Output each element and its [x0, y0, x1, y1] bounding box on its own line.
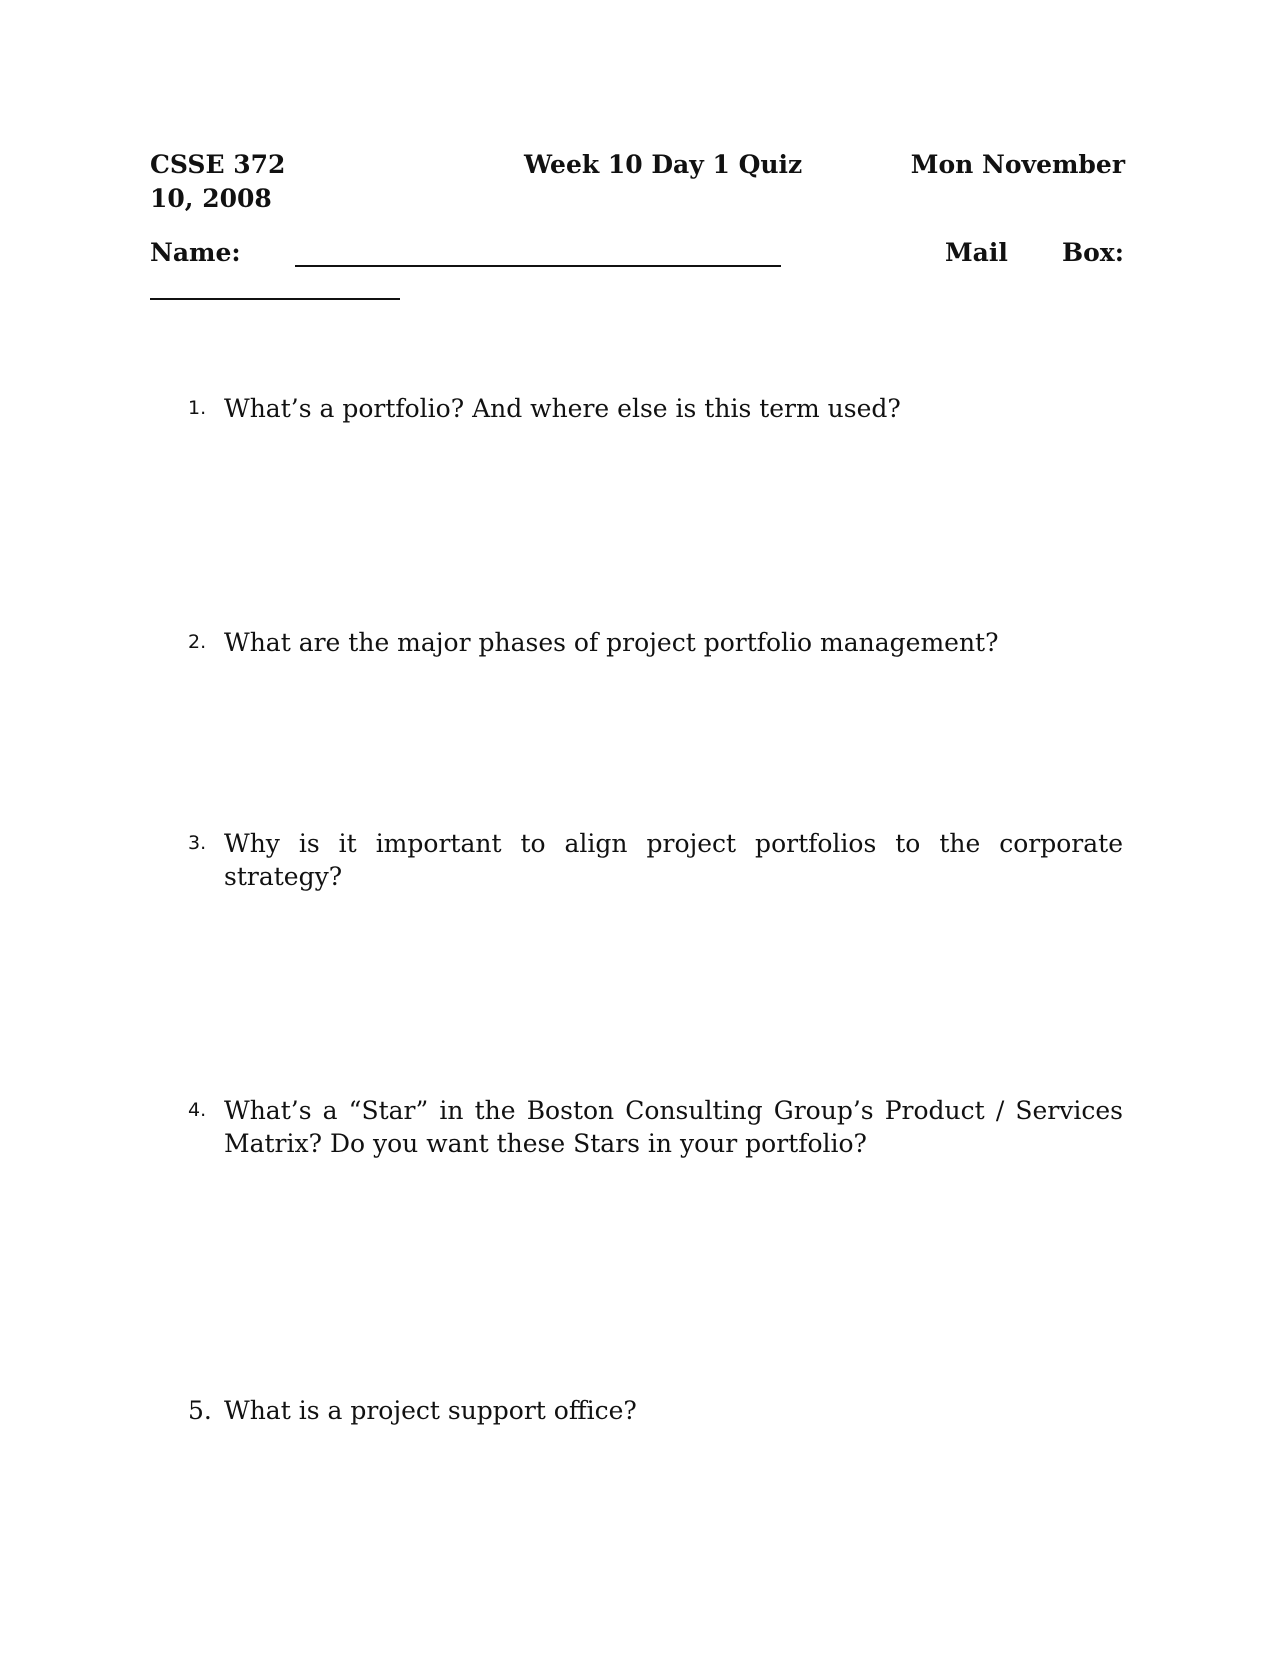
- question-text: What are the major phases of project portfolio management?: [224, 628, 999, 657]
- question-number: 3.: [188, 832, 207, 854]
- name-blank-line: [295, 265, 781, 267]
- mailbox-blank-line: [150, 298, 400, 300]
- box-label: Box:: [1062, 238, 1124, 267]
- question-number: 4.: [188, 1099, 207, 1121]
- question-text: Why is it important to align project portfolios to the corporate strategy?: [224, 829, 1123, 891]
- question-text: What’s a “Star” in the Boston Consulting Group’s Product / Services Matrix? Do you want these Stars in your portfolio?: [224, 1096, 1123, 1158]
- mail-label: Mail: [945, 238, 1008, 267]
- name-label: Name:: [150, 238, 241, 267]
- question-text: What is a project support office?: [224, 1396, 637, 1425]
- quiz-title: Week 10 Day 1 Quiz: [524, 150, 803, 179]
- quiz-date-line-1: Mon November: [910, 150, 1125, 179]
- question-number: 5.: [188, 1396, 212, 1425]
- course-code: CSSE 372: [150, 150, 286, 179]
- question-number: 2.: [188, 631, 207, 653]
- question-text: What’s a portfolio? And where else is this term used?: [224, 394, 901, 423]
- quiz-date-line-2: 10, 2008: [150, 184, 272, 213]
- question-number: 1.: [188, 397, 207, 419]
